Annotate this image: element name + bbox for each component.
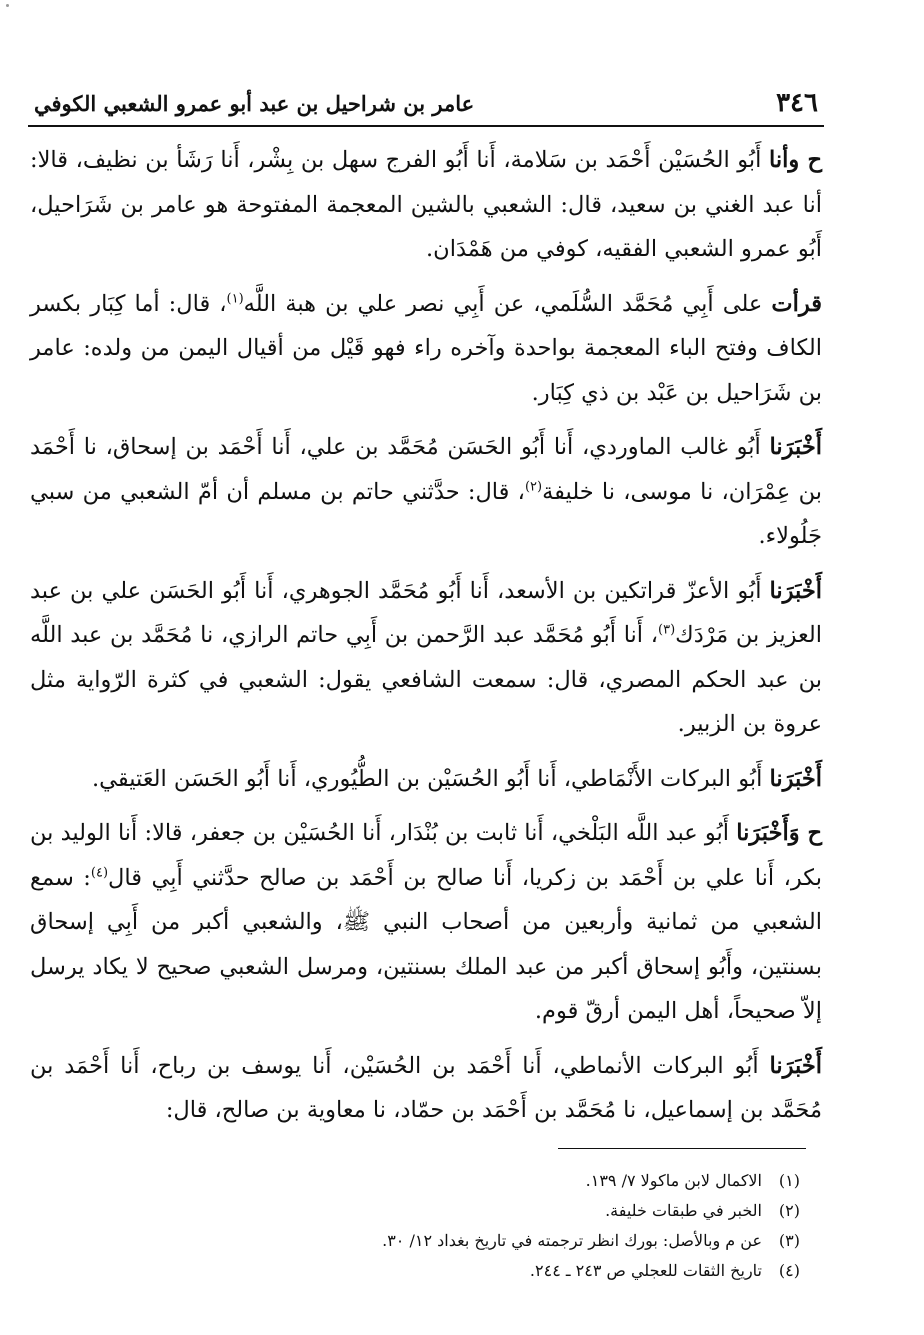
footnote-text: عن م وبالأصل: بورك انظر ترجمته في تاريخ بغداد ١٢/ ٣٠. xyxy=(382,1231,762,1250)
paragraph-lead: ح وأنا xyxy=(768,147,822,173)
paragraph-lead: أَخْبَرَنا xyxy=(769,434,822,460)
page-header xyxy=(30,82,824,124)
footnote xyxy=(30,1256,800,1286)
header-rule xyxy=(28,125,824,127)
page-number: ٣٤٦ xyxy=(776,88,818,118)
paragraph xyxy=(30,425,822,559)
paragraph-text: ، قال: أما كِبَار بكسر الكاف وفتح الباء المعجمة بواحدة وآخره راء فهو قَيْل من أقيال اليمن من ولده: عامر بن شَرَاحيل بن عَبْد بن ذي كِبَار. xyxy=(30,290,822,406)
footnote xyxy=(30,1196,800,1226)
footnote-number: (٤) xyxy=(778,1261,800,1280)
footnote xyxy=(30,1226,800,1256)
footnote-ref[interactable]: (٢) xyxy=(524,479,543,494)
paragraph-lead: ح وَأَخْبَرَنا xyxy=(736,820,822,846)
footnote-text: الخبر في طبقات خليفة. xyxy=(605,1201,762,1220)
paragraph xyxy=(30,282,822,416)
paragraph-text: أَبُو غالب الماوردي، أَنا أَبُو الحَسَن مُحَمَّد بن علي، أَنا أَحْمَد بن إسحاق، نا أَحْمَد بن عِمْرَان، نا موسى، نا خليفة xyxy=(30,434,822,505)
footnote-ref[interactable]: (٤) xyxy=(90,865,109,880)
paragraph-text: أَبُو الحُسَيْن أَحْمَد بن سَلامة، أَنا أَبُو الفرج سهل بن بِشْر، أَنا رَشَأ بن نظيف، قالا: أنا عبد الغني بن سعيد، قال: الشعبي بالشين المعجمة المفتوحة هو عامر بن شَرَاحيل، أَبُو عمرو الشعبي الفقيه، كوفي من هَمْدَان. xyxy=(30,147,822,262)
footnotes xyxy=(30,1166,800,1286)
paragraph-text: أَبُو عبد اللَّه البَلْخي، أَنا ثابت بن بُنْدَار، أَنا الحُسَيْن بن جعفر، قالا: أَنا الوليد بن بكر، أَنا علي بن أَحْمَد بن زكريا، أَنا صالح بن أَحْمَد بن صالح حدَّثني أَبِي قال xyxy=(30,820,822,891)
footnote-text: الاكمال لابن ماكولا ٧/ ١٣٩. xyxy=(585,1171,762,1190)
footnote-number: (٢) xyxy=(778,1201,800,1220)
main-text xyxy=(30,138,822,1143)
paragraph xyxy=(30,811,822,1034)
footnote-ref[interactable]: (٣) xyxy=(658,622,676,638)
paragraph-lead: أَخْبَرَنا xyxy=(769,765,822,792)
footnote-number: (٣) xyxy=(778,1231,800,1250)
paragraph-lead: قرأت xyxy=(771,290,822,317)
paragraph-lead: أَخْبَرَنا xyxy=(769,577,822,604)
footnote-text: تاريخ الثقات للعجلي ص ٢٤٣ ـ ٢٤٤. xyxy=(529,1261,762,1280)
paragraph-text: أَبُو الأعزّ قراتكين بن الأسعد، أَنا أَبُو مُحَمَّد الجوهري، أَنا أَبُو الحَسَن علي بن عبد العزيز بن مَرْدَك xyxy=(30,577,822,648)
footnote-number: (١) xyxy=(778,1171,800,1190)
paragraph xyxy=(30,1044,822,1133)
paragraph-lead: أَخْبَرَنا xyxy=(769,1052,822,1079)
paragraph-text: أَبُو البركات الأَنْمَاطي، أَنا أَبُو الحُسَيْن بن الطُّيُوري، أَنا أَبُو الحَسَن العَتيقي. xyxy=(91,765,770,792)
paragraph-text: ، أَنا أَبُو مُحَمَّد عبد الرَّحمن بن أَبِي حاتم الرازي، نا مُحَمَّد بن عبد اللَّه بن عبد الحكم المصري، قال: سمعت الشافعي يقول: الشعبي في كثرة الرّواية مثل عروة بن الزبير. xyxy=(30,622,822,737)
paragraph-text: : سمع الشعبي من ثمانية وأربعين من أصحاب النبي ﷺ، والشعبي أكبر من أَبِي إسحاق بسنتين، وأَبُو إسحاق أكبر من عبد الملك بسنتين، ومرسل الشعبي صحيح لا يكاد يرسل إلاّ صحيحاً، أهل اليمن أرقّ قوم. xyxy=(30,864,822,1024)
paragraph-text: على أَبِي مُحَمَّد السُّلَمي، عن أَبِي نصر علي بن هبة اللَّه xyxy=(243,290,772,317)
running-title: عامر بن شراحيل بن عبد أبو عمرو الشعبي الكوفي xyxy=(34,90,475,116)
paragraph-text: أَبُو البركات الأنماطي، أَنا أَحْمَد بن الحُسَيْن، أَنا يوسف بن رباح، أَنا أَحْمَد بن مُحَمَّد بن إسماعيل، نا مُحَمَّد بن أَحْمَد بن حمّاد، نا معاوية بن صالح، قال: xyxy=(30,1052,822,1123)
footnote xyxy=(30,1166,800,1196)
footnote-rule xyxy=(558,1148,806,1149)
footnote-ref[interactable]: (١) xyxy=(226,291,244,306)
paragraph xyxy=(30,569,822,747)
paragraph xyxy=(30,757,822,802)
scan-speck xyxy=(6,4,9,7)
paragraph xyxy=(30,138,822,272)
paragraph-text: ، قال: حدَّثني حاتم بن مسلم أن أمّ الشعبي من سبي جَلُولاء. xyxy=(30,478,822,549)
